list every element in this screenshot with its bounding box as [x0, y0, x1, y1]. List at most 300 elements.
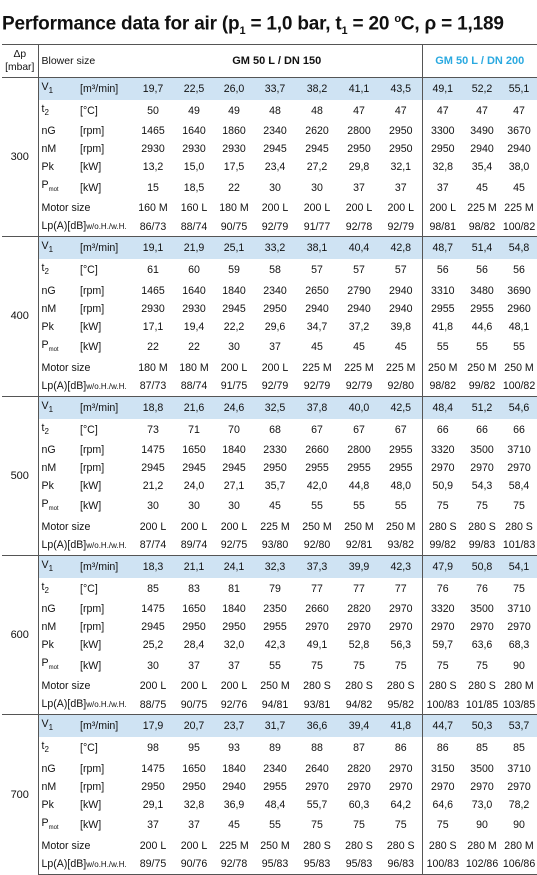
value-cell: 78,2 [508, 798, 530, 811]
pressure-cell: 400 [2, 237, 38, 396]
value-cell: 2930 [141, 143, 165, 156]
value-cell: 280 S [468, 680, 496, 693]
value-cell: 21,6 [174, 396, 214, 419]
value-cell: 56 [476, 264, 488, 277]
pressure-cell: 600 [2, 555, 38, 714]
value-cell: 2955 [305, 461, 329, 474]
value-cell: 17,1 [142, 320, 164, 333]
value-cell: 60 [188, 264, 200, 277]
unit-label: [kW] [80, 341, 102, 354]
value-cell: 44,7 [422, 715, 463, 738]
value-cell: 250 M [260, 839, 290, 852]
value-cell: 43,5 [380, 78, 422, 101]
table-row [2, 359, 537, 377]
value-cell: 100/83 [422, 855, 463, 875]
table-row [2, 760, 537, 778]
value-cell: 225 M [344, 361, 374, 374]
value-cell: 75 [311, 659, 323, 672]
value-cell: 3710 [507, 762, 531, 775]
value-cell: 48,7 [422, 237, 463, 260]
value-cell: 41,1 [338, 78, 380, 101]
value-cell: 250 M [467, 361, 497, 374]
value-cell: 76 [422, 578, 463, 600]
value-cell: 37 [228, 659, 240, 672]
unit-label: [m³/min] [76, 78, 132, 101]
value-cell: 225 M [386, 361, 416, 374]
value-cell: 73,0 [471, 798, 493, 811]
value-cell: 44,8 [348, 479, 370, 492]
value-cell: 87/74 [139, 539, 167, 552]
unit-label: [°C] [80, 423, 98, 436]
table-row [2, 176, 537, 199]
value-cell: 48,1 [508, 320, 530, 333]
value-cell: 225 M [219, 839, 249, 852]
value-cell: 39,4 [338, 715, 380, 738]
page-title: Performance data for air ($p_1 = 1,0$ bar, $t_1 = 20$ $^o$C, ρ = 1,189 [2, 13, 504, 38]
value-cell: 75 [422, 814, 463, 837]
parameter-label: $V_1$ [38, 78, 76, 101]
value-cell: 36,9 [223, 798, 245, 811]
value-cell: 22 [188, 341, 200, 354]
value-cell: 23,4 [264, 161, 286, 174]
value-cell: 94/81 [261, 698, 289, 711]
value-cell: 88/75 [139, 698, 167, 711]
value-cell: 87 [353, 742, 365, 755]
value-cell: 2955 [263, 780, 287, 793]
parameter-label: Lp(A)[dB]w/o.H./w.H. [41, 220, 127, 233]
value-cell: 57 [311, 264, 323, 277]
value-cell: 15,0 [183, 161, 205, 174]
value-cell: 59 [228, 264, 240, 277]
unit-label: [m³/min] [76, 396, 132, 419]
value-cell: 90/75 [220, 220, 248, 233]
table-row [2, 855, 537, 875]
value-cell: 86 [422, 737, 463, 759]
value-cell: 95/83 [296, 855, 338, 875]
value-cell: 92/81 [345, 539, 373, 552]
value-cell: 29,1 [142, 798, 164, 811]
value-cell: 2650 [305, 284, 329, 297]
value-cell: 200 L [422, 199, 463, 217]
value-cell: 51,4 [463, 237, 501, 260]
table-row [2, 199, 537, 217]
value-cell: 280 M [504, 839, 534, 852]
parameter-label: nG [41, 762, 56, 775]
table-row [2, 459, 537, 477]
parameter-label: $t_2$ [41, 740, 49, 755]
value-cell: 200 L [180, 839, 208, 852]
value-cell: 48 [269, 105, 281, 118]
value-cell: 280 S [345, 839, 373, 852]
value-cell: 32,5 [254, 396, 296, 419]
value-cell: 280 S [468, 520, 496, 533]
value-cell: 2970 [470, 780, 494, 793]
table-row [2, 737, 537, 759]
table-row [2, 477, 537, 495]
parameter-label: Motor size [41, 520, 91, 533]
table-row [2, 715, 537, 738]
value-cell: 280 S [303, 839, 331, 852]
value-cell: 2970 [347, 780, 371, 793]
value-cell: 200 L [261, 202, 289, 215]
value-cell: 200 L [220, 680, 248, 693]
value-cell: 90/76 [174, 855, 214, 875]
unit-label: [rpm] [80, 284, 105, 297]
table-row [2, 419, 537, 441]
value-cell: 64,2 [390, 798, 412, 811]
value-cell: 2800 [347, 125, 371, 138]
value-cell: 3500 [470, 443, 494, 456]
parameter-label: Lp(A)[dB]w/o.H./w.H. [41, 538, 127, 551]
value-cell: 77 [353, 583, 365, 596]
value-cell: 75 [394, 659, 407, 672]
value-cell: 45 [269, 500, 281, 513]
unit-label: [kW] [80, 500, 102, 513]
value-cell: 2790 [347, 284, 371, 297]
value-cell: 225 M [260, 520, 290, 533]
parameter-label: Motor size [41, 839, 91, 852]
value-cell: 66 [476, 423, 488, 436]
value-cell: 90 [513, 819, 525, 832]
value-cell: 2970 [388, 780, 413, 793]
value-cell: 37,3 [296, 555, 338, 578]
value-cell: 32,0 [223, 639, 245, 652]
value-cell: 92/78 [345, 220, 373, 233]
value-cell: 86/73 [139, 220, 167, 233]
value-cell: 24,0 [183, 479, 205, 492]
parameter-label: $V_1$ [38, 396, 76, 419]
value-cell: 22 [147, 341, 159, 354]
value-cell: 3300 [422, 122, 463, 140]
value-cell: 55 [353, 500, 365, 513]
table-row [2, 122, 537, 140]
value-cell: 18,5 [183, 181, 205, 194]
value-cell: 53,7 [501, 715, 537, 738]
table-row [2, 814, 537, 837]
value-cell: 2970 [305, 780, 329, 793]
value-cell: 200 L [180, 680, 208, 693]
value-cell: 2930 [141, 302, 165, 315]
value-cell: 180 M [179, 361, 209, 374]
unit-label: [°C] [80, 105, 98, 118]
value-cell: 40,0 [338, 396, 380, 419]
value-cell: 2640 [305, 762, 329, 775]
unit-label: [kW] [80, 659, 102, 672]
value-cell: 280 S [422, 837, 463, 855]
table-row [2, 555, 537, 578]
value-cell: 2660 [305, 443, 329, 456]
value-cell: 67 [353, 423, 365, 436]
value-cell: 2945 [182, 461, 206, 474]
header-row [2, 45, 537, 78]
value-cell: 30 [147, 500, 159, 513]
value-cell: 75 [422, 654, 463, 677]
value-cell: 102/86 [463, 855, 501, 875]
value-cell: 2970 [388, 603, 413, 616]
unit-label: [rpm] [80, 443, 105, 456]
value-cell: 26,0 [214, 78, 254, 101]
value-cell: 56 [513, 264, 525, 277]
value-cell: 56,3 [390, 639, 412, 652]
value-cell: 30 [269, 181, 281, 194]
value-cell: 45 [311, 341, 323, 354]
value-cell: 200 L [345, 202, 373, 215]
unit-label: [kW] [80, 639, 102, 652]
value-cell: 2950 [388, 125, 413, 138]
value-cell: 2970 [422, 618, 463, 636]
value-cell: 60,3 [348, 798, 370, 811]
value-cell: 56 [422, 259, 463, 281]
parameter-label: $P_{mot}$ [41, 179, 59, 194]
value-cell: 93/81 [303, 698, 331, 711]
value-cell: 1840 [222, 762, 246, 775]
value-cell: 48,4 [264, 798, 286, 811]
value-cell: 45 [353, 341, 365, 354]
value-cell: 2970 [470, 621, 494, 634]
value-cell: 77 [394, 583, 407, 596]
value-cell: 32,8 [422, 158, 463, 176]
value-cell: 77 [311, 583, 323, 596]
parameter-label: nG [41, 284, 56, 297]
table-row [2, 441, 537, 459]
value-cell: 13,2 [142, 161, 164, 174]
value-cell: 3500 [470, 762, 494, 775]
value-cell: 54,6 [501, 396, 537, 419]
value-cell: 2970 [388, 621, 413, 634]
value-cell: 2940 [388, 284, 413, 297]
value-cell: 44,6 [471, 320, 493, 333]
value-cell: 2970 [305, 621, 329, 634]
value-cell: 51,2 [463, 396, 501, 419]
value-cell: 91/75 [220, 380, 248, 393]
value-cell: 1640 [182, 284, 206, 297]
value-cell: 47 [513, 105, 525, 118]
value-cell: 90 [513, 659, 525, 672]
value-cell: 2930 [222, 143, 246, 156]
value-cell: 42,3 [264, 639, 286, 652]
unit-label: [°C] [80, 583, 98, 596]
value-cell: 98 [147, 742, 159, 755]
value-cell: 200 L [220, 520, 248, 533]
value-cell: 54,1 [501, 555, 537, 578]
value-cell: 15 [147, 181, 159, 194]
value-cell: 200 L [261, 361, 289, 374]
value-cell: 92/79 [387, 220, 415, 233]
value-cell: 91/77 [303, 220, 331, 233]
value-cell: 47 [353, 105, 365, 118]
table-row [2, 336, 537, 359]
table-row [2, 282, 537, 300]
value-cell: 1840 [222, 603, 246, 616]
value-cell: 100/82 [502, 220, 536, 233]
parameter-label: nM [41, 302, 57, 315]
value-cell: 89/74 [180, 539, 208, 552]
model-1-header: GM 50 L / DN 150 [132, 45, 422, 78]
table-row [2, 78, 537, 101]
value-cell: 42,8 [380, 237, 422, 260]
value-cell: 2945 [141, 621, 165, 634]
parameter-label: Motor size [41, 202, 91, 215]
table-row [2, 300, 537, 318]
value-cell: 47 [394, 105, 407, 118]
value-cell: 103/85 [502, 698, 536, 711]
value-cell: 89 [269, 742, 281, 755]
parameter-label: nG [41, 443, 56, 456]
value-cell: 2950 [222, 621, 246, 634]
value-cell: 280 M [467, 839, 497, 852]
value-cell: 50,9 [422, 477, 463, 495]
value-cell: 20,7 [174, 715, 214, 738]
value-cell: 3320 [422, 600, 463, 618]
table-row [2, 600, 537, 618]
value-cell: 101/85 [465, 698, 499, 711]
value-cell: 34,7 [306, 320, 328, 333]
parameter-label: $V_1$ [38, 555, 76, 578]
value-cell: 37 [353, 181, 365, 194]
value-cell: 95/83 [338, 855, 380, 875]
value-cell: 88/74 [180, 380, 208, 393]
unit-label: [kW] [80, 320, 102, 333]
value-cell: 67 [311, 423, 323, 436]
value-cell: 1465 [141, 284, 165, 297]
unit-label: [kW] [80, 479, 102, 492]
value-cell: 200 L [139, 680, 167, 693]
value-cell: 37 [394, 181, 407, 194]
dp-header: Δp [mbar] [2, 45, 38, 78]
value-cell: 75 [476, 659, 488, 672]
value-cell: 39,8 [390, 320, 412, 333]
value-cell: 55 [394, 500, 407, 513]
value-cell: 2950 [141, 780, 165, 793]
value-cell: 33,2 [254, 237, 296, 260]
value-cell: 100/82 [502, 380, 536, 393]
unit-label: [rpm] [80, 780, 105, 793]
table-row [2, 396, 537, 419]
value-cell: 47 [422, 100, 463, 122]
parameter-label: nM [41, 143, 57, 156]
value-cell: 1840 [222, 443, 246, 456]
table-row [2, 578, 537, 600]
value-cell: 101/83 [502, 539, 536, 552]
value-cell: 29,6 [264, 320, 286, 333]
value-cell: 17,5 [223, 161, 245, 174]
value-cell: 38,0 [508, 161, 530, 174]
value-cell: 27,2 [306, 161, 328, 174]
value-cell: 50,8 [463, 555, 501, 578]
value-cell: 75 [353, 819, 365, 832]
unit-label: [kW] [80, 181, 102, 194]
pressure-cell: 700 [2, 715, 38, 874]
value-cell: 66 [422, 419, 463, 441]
value-cell: 2340 [263, 284, 287, 297]
parameter-label: Lp(A)[dB]w/o.H./w.H. [38, 855, 132, 875]
value-cell: 1650 [182, 603, 206, 616]
value-cell: 75 [513, 500, 525, 513]
value-cell: 2940 [305, 302, 329, 315]
value-cell: 95/82 [387, 698, 415, 711]
table-row [2, 237, 537, 260]
value-cell: 59,7 [422, 636, 463, 654]
value-cell: 200 L [220, 361, 248, 374]
value-cell: 48 [311, 105, 323, 118]
parameter-label: $P_{mot}$ [41, 338, 59, 353]
value-cell: 89/75 [132, 855, 174, 875]
value-cell: 30 [188, 500, 200, 513]
unit-label: [m³/min] [76, 715, 132, 738]
value-cell: 37 [188, 659, 200, 672]
value-cell: 75 [422, 495, 463, 518]
value-cell: 83 [188, 583, 200, 596]
parameter-label: $V_1$ [38, 715, 76, 738]
value-cell: 42,5 [380, 396, 422, 419]
value-cell: 200 L [139, 520, 167, 533]
value-cell: 30 [228, 341, 240, 354]
value-cell: 2340 [263, 125, 287, 138]
value-cell: 280 S [505, 520, 533, 533]
value-cell: 37 [422, 176, 463, 199]
value-cell: 75 [476, 500, 488, 513]
value-cell: 75 [353, 659, 365, 672]
value-cell: 92/79 [303, 380, 331, 393]
value-cell: 85 [476, 742, 488, 755]
table-row [2, 318, 537, 336]
value-cell: 52,8 [348, 639, 370, 652]
value-cell: 2955 [347, 461, 371, 474]
value-cell: 3670 [507, 125, 531, 138]
value-cell: 2620 [305, 125, 329, 138]
value-cell: 64,6 [422, 796, 463, 814]
value-cell: 250 M [422, 359, 463, 377]
value-cell: 2970 [422, 778, 463, 796]
value-cell: 225 M [504, 202, 534, 215]
parameter-label: Motor size [41, 361, 91, 374]
value-cell: 2940 [388, 302, 413, 315]
value-cell: 2970 [388, 762, 413, 775]
value-cell: 2660 [305, 603, 329, 616]
value-cell: 21,1 [174, 555, 214, 578]
value-cell: 17,9 [132, 715, 174, 738]
value-cell: 1640 [182, 125, 206, 138]
value-cell: 19,7 [132, 78, 174, 101]
value-cell: 2950 [388, 143, 413, 156]
value-cell: 280 S [386, 680, 415, 693]
parameter-label: nM [41, 461, 57, 474]
unit-label: [m³/min] [76, 555, 132, 578]
value-cell: 29,8 [348, 161, 370, 174]
value-cell: 71 [188, 423, 200, 436]
value-cell: 40,4 [338, 237, 380, 260]
value-cell: 3500 [470, 603, 494, 616]
parameter-label: Pk [41, 798, 54, 811]
value-cell: 99/83 [468, 539, 496, 552]
unit-label: [rpm] [80, 302, 105, 315]
table-row [2, 618, 537, 636]
value-cell: 280 S [345, 680, 373, 693]
value-cell: 106/86 [501, 855, 537, 875]
parameter-label: Pk [41, 161, 54, 174]
table-row [2, 140, 537, 158]
value-cell: 21,9 [174, 237, 214, 260]
value-cell: 2940 [507, 143, 531, 156]
value-cell: 45 [228, 819, 240, 832]
parameter-label: $t_2$ [41, 103, 49, 118]
value-cell: 2970 [507, 621, 531, 634]
value-cell: 41,8 [422, 318, 463, 336]
value-cell: 37 [188, 819, 200, 832]
value-cell: 58 [269, 264, 281, 277]
value-cell: 24,6 [214, 396, 254, 419]
value-cell: 225 M [302, 361, 332, 374]
